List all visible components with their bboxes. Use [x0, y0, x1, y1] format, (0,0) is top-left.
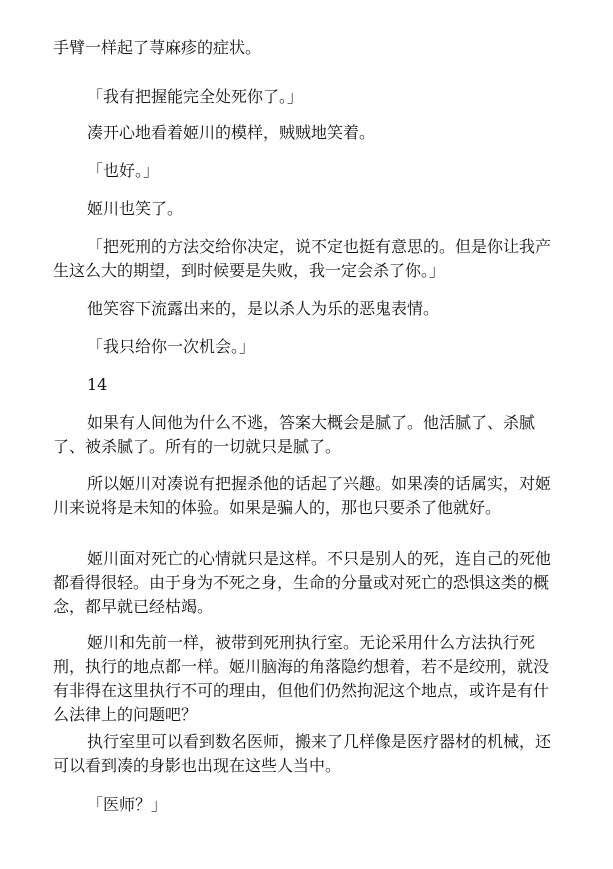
dialogue-paragraph: 「我有把握能完全处死你了。」	[87, 87, 304, 106]
narration-paragraph: 姬川和先前一样，被带到死刑执行室。无论采用什么方法执行死刑，执行的地点都一样。姬川脑海的角落隐约想着，若不是绞刑，就没有非得在这里执行不可的理由，但他们仍然拘泥这个地点，或许是有什么法律上的问题吧？	[53, 633, 550, 724]
paragraph-continuation: 手臂一样起了荨麻疹的症状。	[53, 38, 262, 57]
narration-paragraph: 凑开心地看着姬川的模样，贼贼地笑着。	[87, 123, 376, 142]
narration-paragraph: 如果有人间他为什么不逃，答案大概会是腻了。他活腻了、杀腻了、被杀腻了。所有的一切就只是腻了。	[53, 413, 536, 456]
narration-paragraph: 执行室里可以看到数名医师，搬来了几样像是医疗器材的机械，还可以看到凑的身影也出现在这些人当中。	[53, 732, 552, 775]
narration-paragraph: 他笑容下流露出来的，是以杀人为乐的恶鬼表情。	[87, 299, 440, 318]
chapter-number: 14	[87, 375, 108, 394]
narration-paragraph: 姬川也笑了。	[87, 199, 184, 218]
narration-paragraph: 所以姬川对凑说有把握杀他的话起了兴趣。如果凑的话属实，对姬川来说将是未知的体验。如果是骗人的，那也只要杀了他就好。	[53, 474, 552, 517]
dialogue-paragraph: 「我只给你一次机会。」	[87, 337, 256, 356]
narration-paragraph: 姬川面对死亡的心情就只是这样。不只是别人的死，连自己的死他都看得很轻。由于身为不死之身，生命的分量或对死亡的恐惧这类的概念，都早就已经枯竭。	[53, 549, 552, 616]
dialogue-paragraph: 「医师？」	[87, 795, 168, 814]
dialogue-paragraph: 「把死刑的方法交给你决定，说不定也挺有意思的。但是你让我产生这么大的期望，到时候要是失败，我一定会杀了你。」	[53, 237, 552, 280]
dialogue-paragraph: 「也好。」	[87, 161, 160, 180]
